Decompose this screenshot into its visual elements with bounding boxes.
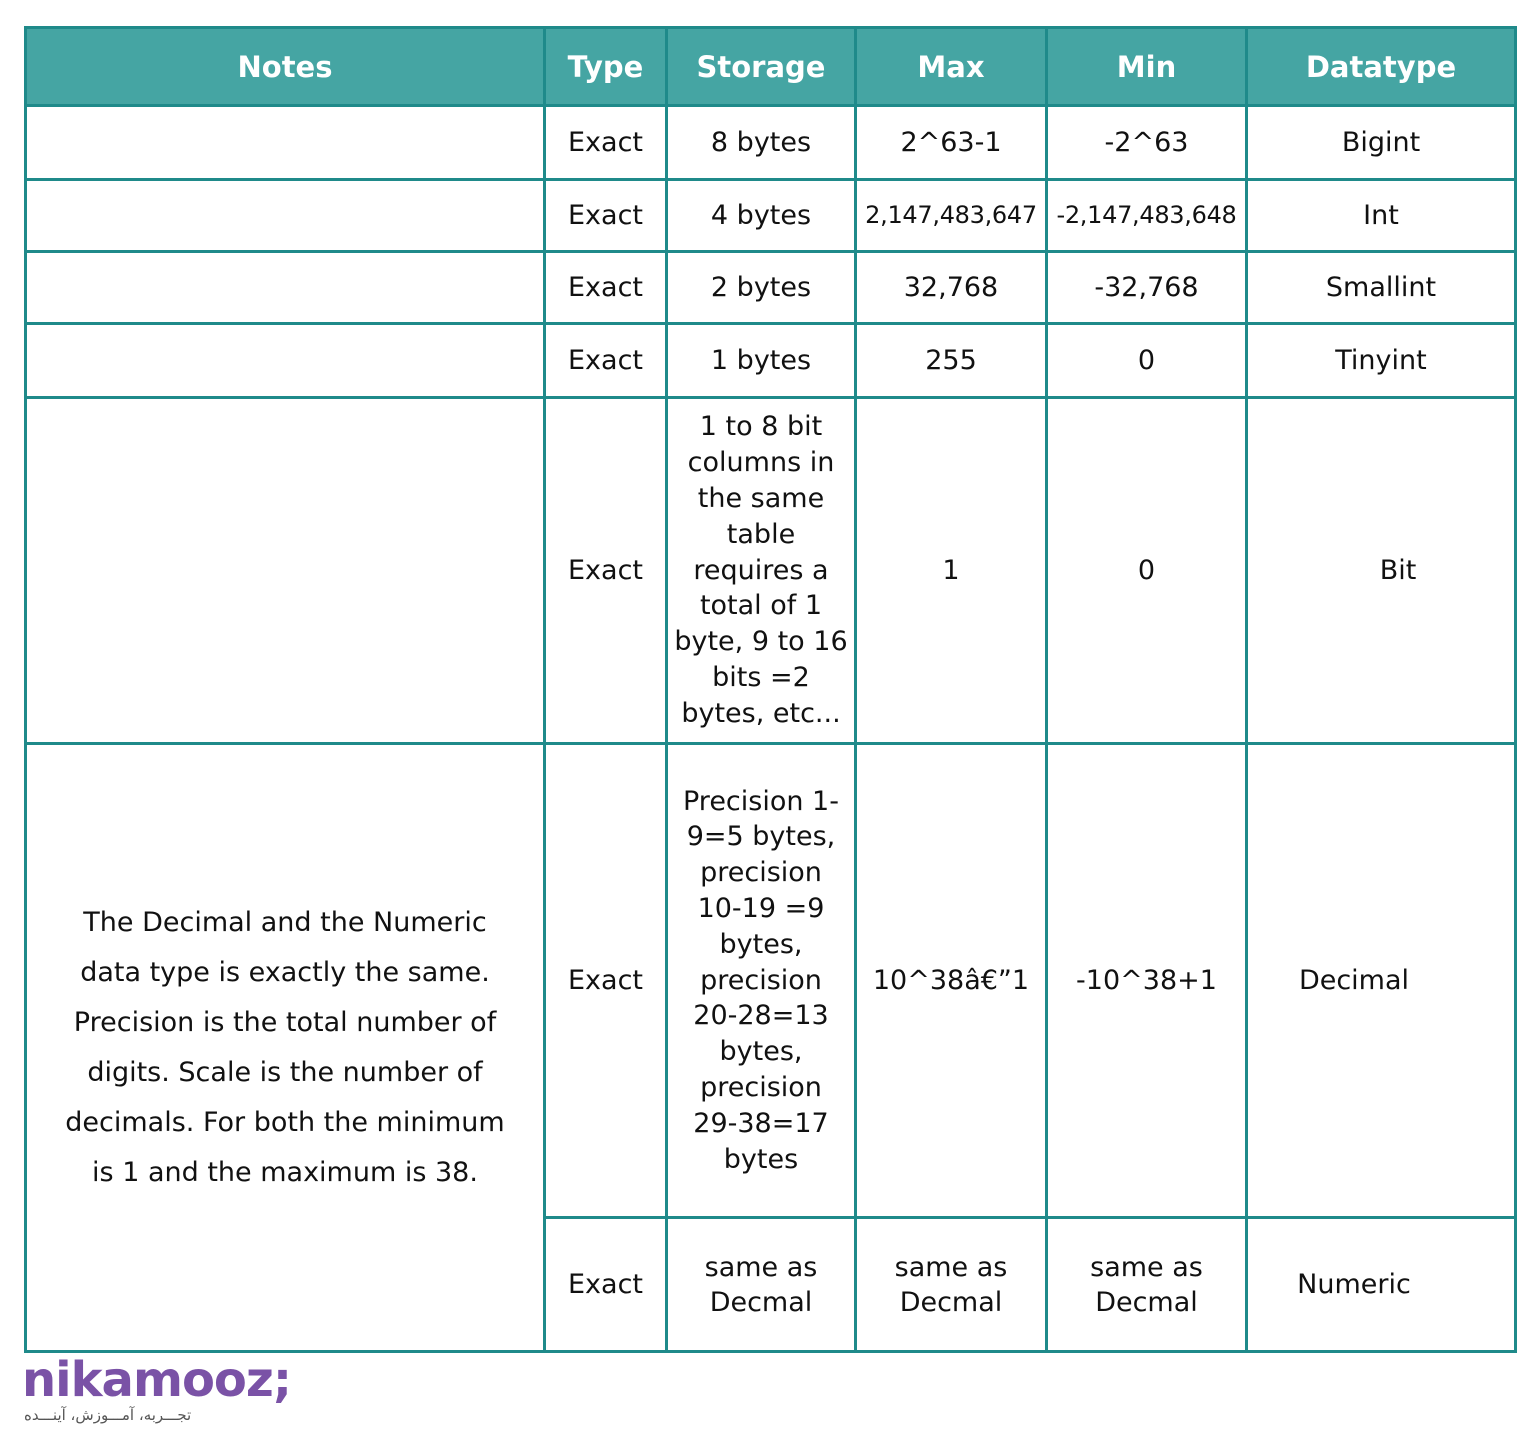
max-cell: 2,147,483,647 <box>856 180 1047 252</box>
max-cell: 1 <box>856 398 1047 744</box>
type-cell: Exact <box>545 180 667 252</box>
header-row <box>26 28 1516 106</box>
min-cell: -10^38+1 <box>1047 744 1247 1218</box>
notes-cell <box>26 324 545 398</box>
datatype-cell: Numeric <box>1247 1218 1516 1352</box>
header-type: Type <box>545 28 667 106</box>
type-cell: Exact <box>545 324 667 398</box>
min-cell: 0 <box>1047 398 1247 744</box>
max-cell: 10^38â€”1 <box>856 744 1047 1218</box>
datatype-cell: Tinyint <box>1247 324 1516 398</box>
type-cell: Exact <box>545 398 667 744</box>
min-cell: 0 <box>1047 324 1247 398</box>
min-cell: -2^63 <box>1047 106 1247 180</box>
min-cell: -2,147,483,648 <box>1047 180 1247 252</box>
header-notes: Notes <box>26 28 545 106</box>
notes-cell <box>26 180 545 252</box>
min-cell: -32,768 <box>1047 252 1247 324</box>
datatype-table <box>24 26 1517 1353</box>
datatype-cell: Bigint <box>1247 106 1516 180</box>
max-cell: 255 <box>856 324 1047 398</box>
datatype-cell: Int <box>1247 180 1516 252</box>
storage-cell: 1 bytes <box>667 324 856 398</box>
table-row <box>26 744 1516 1218</box>
type-cell: Exact <box>545 1218 667 1352</box>
table-row <box>26 324 1516 398</box>
header-storage: Storage <box>667 28 856 106</box>
table-row <box>26 398 1516 744</box>
nikamooz-logo <box>22 1352 292 1432</box>
notes-cell <box>26 252 545 324</box>
storage-cell: 2 bytes <box>667 252 856 324</box>
storage-cell: 1 to 8 bit columns in the same table requires a total of 1 byte, 9 to 16 bits =2 bytes, etc... <box>667 398 856 744</box>
header-datatype: Datatype <box>1247 28 1516 106</box>
notes-cell <box>26 106 545 180</box>
storage-cell: 8 bytes <box>667 106 856 180</box>
type-cell: Exact <box>545 252 667 324</box>
table-row <box>26 106 1516 180</box>
header-min: Min <box>1047 28 1247 106</box>
table-row <box>26 180 1516 252</box>
storage-cell: same as Decmal <box>667 1218 856 1352</box>
storage-cell: 4 bytes <box>667 180 856 252</box>
max-cell: 32,768 <box>856 252 1047 324</box>
notes-cell <box>26 398 545 744</box>
datatype-cell: Decimal <box>1247 744 1516 1218</box>
logo-wordmark: nikamooz; <box>22 1352 292 1408</box>
storage-cell: Precision 1-9=5 bytes, precision 10-19 =9 bytes, precision 20-28=13 bytes, precision 29-38=17 bytes <box>667 744 856 1218</box>
table-row <box>26 252 1516 324</box>
logo-tagline: تجـــربه، آمـــوزش، آینـــده <box>24 1406 192 1424</box>
datatype-cell: Smallint <box>1247 252 1516 324</box>
type-cell: Exact <box>545 106 667 180</box>
type-cell: Exact <box>545 744 667 1218</box>
header-max: Max <box>856 28 1047 106</box>
max-cell: same as Decmal <box>856 1218 1047 1352</box>
max-cell: 2^63-1 <box>856 106 1047 180</box>
notes-cell: The Decimal and the Numeric data type is exactly the same. Precision is the total number of digits. Scale is the number of decimals. For both the minimum is 1 and the maximum is 38. <box>26 744 545 1352</box>
min-cell: same as Decmal <box>1047 1218 1247 1352</box>
datatype-cell: Bit <box>1247 398 1516 744</box>
